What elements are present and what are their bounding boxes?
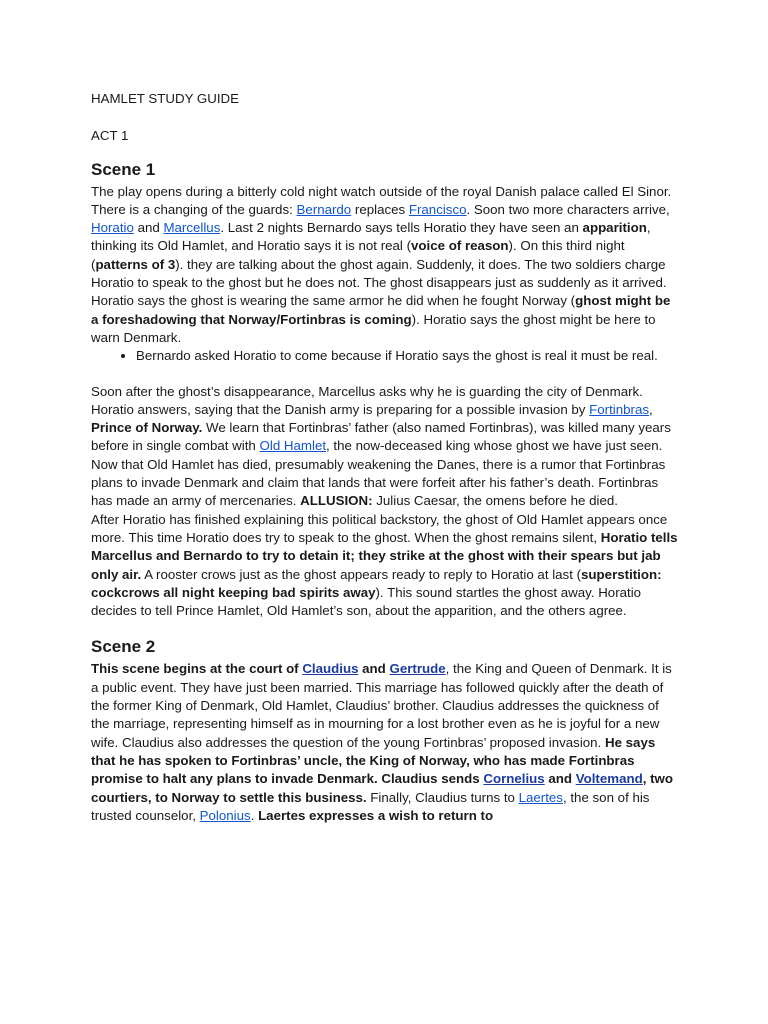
link-francisco[interactable]: Francisco [408,201,467,217]
scene-1-bullet-list [91,347,681,365]
link-fortinbras[interactable]: Fortinbras [589,401,649,417]
link-old-hamlet[interactable]: Old Hamlet [259,438,327,454]
scene-2-heading: Scene 2 [91,637,156,657]
link-polonius[interactable]: Polonius [199,807,251,823]
scene-1-paragraph-1: The play opens during a bitterly cold night watch outside of the royal Danish palace called El Sinor. There is a changing of the guards: Bernardo replaces Francisco. Soon two more characters arrive, Horatio and Marcellus. Last 2 nights Bernardo says tells Horatio they have seen an apparition, thinking its Old Hamlet, and Horatio says it is not real (voice of reason). On this third night (patterns of 3). they are talking about the ghost again. Suddenly, it does. The two soldiers charge Horatio to speak to the ghost but he does not. The ghost disappears just as suddenly as it arrived. Horatio says the ghost is wearing the same armor he did when he fought Norway (ghost might be a foreshadowing that Norway/Fortinbras is coming). Horatio says the ghost might be here to warn Denmark. [91,183,672,345]
act-label: ACT 1 [91,128,129,144]
list-item: • Bernardo asked Horatio to come because if Horatio says the ghost is real it must be real. [136,347,681,365]
link-claudius[interactable]: Claudius [302,661,359,677]
document-title: HAMLET STUDY GUIDE [91,91,240,106]
link-laertes[interactable]: Laertes [518,789,563,805]
scene-1-paragraph-3: After Horatio has finished explaining this political backstory, the ghost of Old Hamlet appears once more. This time Horatio does try to speak to the ghost. When the ghost remains silent, Horatio tells Marcellus and Bernardo to try to detain it; they strike at the ghost with their spears but jab only air. A rooster crows just as the ghost appears ready to reply to Horatio at last (superstition: cockcrows all night keeping bad spirits away). This sound startles the ghost away. Horatio decides to tell Prince Hamlet, Old Hamlet’s son, about the apparition, and the others agree. [91,511,678,619]
link-cornelius[interactable]: Cornelius [483,771,545,787]
link-marcellus[interactable]: Marcellus [163,220,221,236]
scene-1-heading: Scene 1 [91,159,156,179]
document-page [91,88,681,825]
scene-1-paragraph-2: Soon after the ghost’s disappearance, Marcellus asks why he is guarding the city of Denmark. Horatio answers, saying that the Danish army is preparing for a possible invasion by Fortinbras, Prince of Norway. We learn that Fortinbras’ father (also named Fortinbras), was killed many years before in single combat with Old Hamlet, the now-deceased king whose ghost we have just seen. Now that Old Hamlet has died, presumably weakening the Danes, there is a rumor that Fortinbras plans to invade Denmark and claim that lands that were forfeit after his father’s death. Fortinbras has made an army of mercenaries. ALLUSION: Julius Caesar, the omens before he died. [91,383,671,509]
scene-2-paragraph-1: This scene begins at the court of Claudius and Gertrude, the King and Queen of Denmark. It is a public event. They have just been married. This marriage has followed quickly after the death of the former King of Denmark, Old Hamlet, Claudius’ brother. Claudius addresses the quickness of the marriage, representing himself as in mourning for a lost brother even as he is joyful for a new wife. Claudius also addresses the question of the young Fortinbras’ proposed invasion. He says that he has spoken to Fortinbras’ uncle, the King of Norway, who has made Fortinbras promise to halt any plans to invade Denmark. Claudius sends Cornelius and Voltemand, two courtiers, to Norway to settle this business. Finally, Claudius turns to Laertes, the son of his trusted counselor, Polonius. Laertes expresses a wish to return to [91,661,673,823]
link-bernardo[interactable]: Bernardo [296,201,352,217]
link-gertrude[interactable]: Gertrude [389,661,446,677]
link-horatio[interactable]: Horatio [91,220,134,236]
link-voltemand[interactable]: Voltemand [575,771,643,787]
